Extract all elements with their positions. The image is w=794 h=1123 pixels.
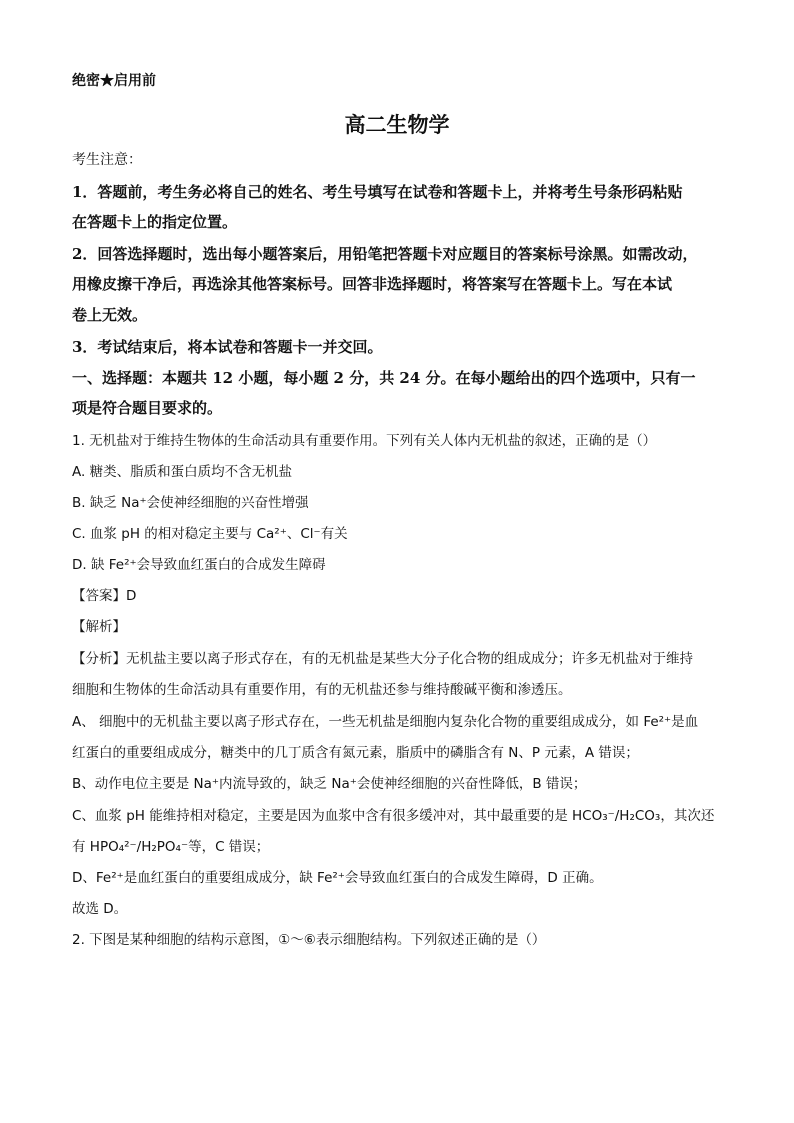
notice-item-1a: 1．答题前，考生务必将自己的姓名、考生号填写在试卷和答题卡上，并将考生号条形码粘贴 [72,183,683,201]
notice-item-2c: 卷上无效。 [72,306,148,324]
question-1-option-d: D. 缺 Fe²⁺会导致血红蛋白的合成发生障碍 [72,557,326,573]
conclusion: 故选 D。 [72,901,128,917]
section-heading-b: 项是符合题目要求的。 [72,399,223,417]
explanation-a-2: 红蛋白的重要组成成分，糖类中的几丁质含有氮元素，脂质中的磷脂含有 N、P 元素，A 错误； [72,745,639,761]
explanation-a-1: A、 细胞中的无机盐主要以离子形式存在，一些无机盐是细胞内复杂化合物的重要组成成分，如 Fe²⁺是血 [72,714,699,730]
analysis-summary-b: 细胞和生物体的生命活动具有重要作用，有的无机盐还参与维持酸碱平衡和渗透压。 [72,682,572,698]
explanation-d: D、Fe²⁺是血红蛋白的重要组成成分，缺 Fe²⁺会导致血红蛋白的合成发生障碍，D 正确。 [72,870,603,886]
explanation-c-2: 有 HPO₄²⁻/H₂PO₄⁻等，C 错误； [72,839,270,855]
explanation-c-1: C、血浆 pH 能维持相对稳定，主要是因为血浆中含有很多缓冲对，其中最重要的是 HCO₃⁻/H₂CO₃，其次还 [72,808,715,824]
question-2-stem: 2. 下图是某种细胞的结构示意图，①～⑥表示细胞结构。下列叙述正确的是（） [72,932,546,948]
analysis-summary-a: 【分析】无机盐主要以离子形式存在，有的无机盐是某些大分子化合物的组成成分；许多无机盐对于维持 [72,651,693,667]
notice-item-2a: 2．回答选择题时，选出每小题答案后，用铅笔把答题卡对应题目的答案标号涂黑。如需改动， [72,245,698,263]
page-title: 高二生物学 [344,112,450,137]
notice-item-3: 3．考试结束后，将本试卷和答题卡一并交回。 [72,338,383,356]
question-1-stem: 1. 无机盐对于维持生物体的生命活动具有重要作用。下列有关人体内无机盐的叙述，正确的是（） [72,433,657,449]
notice-item-1b: 在答题卡上的指定位置。 [72,213,238,231]
answer-label: 【答案】D [72,588,137,604]
question-1-option-b: B. 缺乏 Na⁺会使神经细胞的兴奋性增强 [72,495,309,511]
question-1-option-c: C. 血浆 pH 的相对稳定主要与 Ca²⁺、Cl⁻有关 [72,526,348,542]
explanation-b: B、动作电位主要是 Na⁺内流导致的，缺乏 Na⁺会使神经细胞的兴奋性降低，B 错误； [72,776,587,792]
analysis-label: 【解析】 [72,619,126,635]
notice-heading: 考生注意： [72,152,142,168]
section-heading-a: 一、选择题：本题共 12 小题，每小题 2 分，共 24 分。在每小题给出的四个选项中，只有一 [72,369,696,387]
question-1-option-a: A. 糖类、脂质和蛋白质均不含无机盐 [72,464,293,480]
confidential-mark: 绝密★启用前 [72,73,156,89]
notice-item-2b: 用橡皮擦干净后，再选涂其他答案标号。回答非选择题时，将答案写在答题卡上。写在本试 [72,275,673,293]
